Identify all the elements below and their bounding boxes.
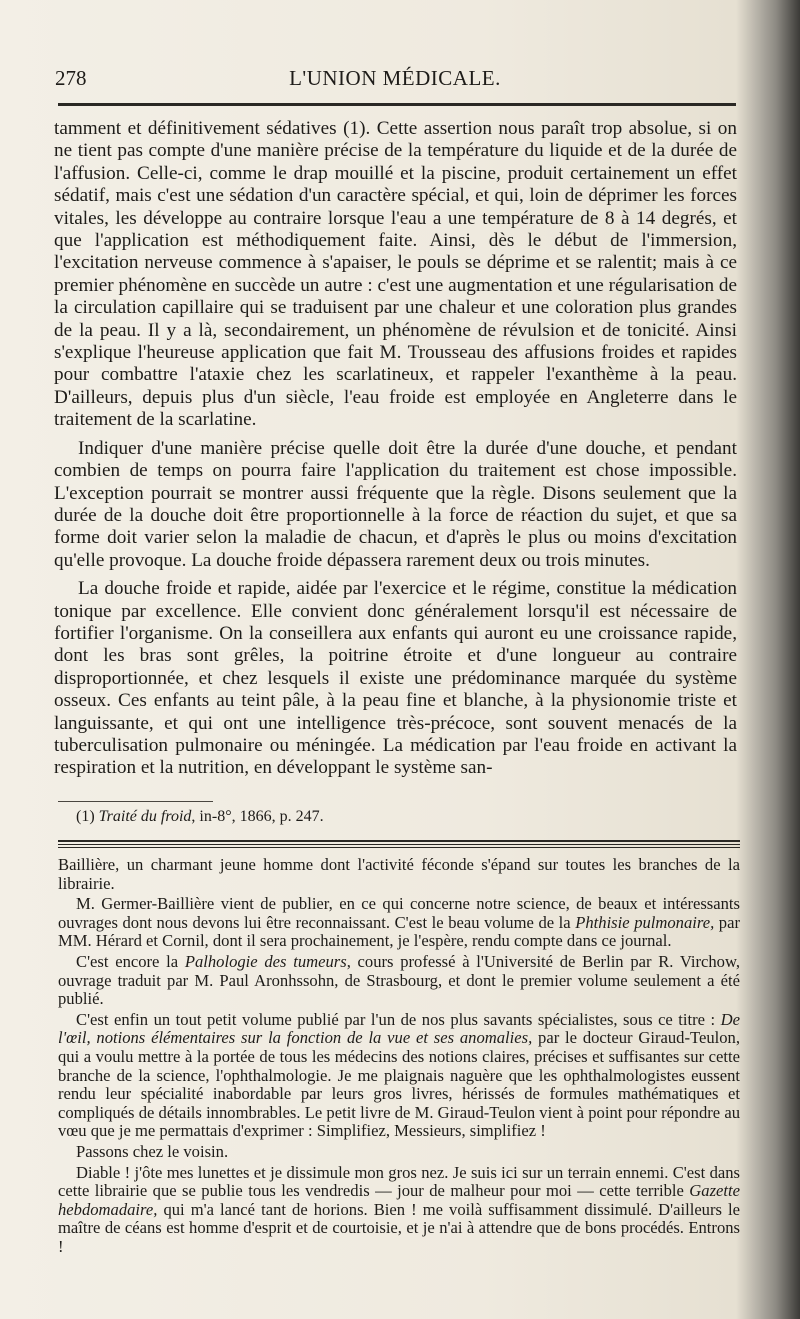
page-header: [50, 66, 740, 96]
feuilleton-paragraph: Diable ! j'ôte mes lunettes et je dissimule mon gros nez. Je suis ici sur un terrain ennemi. C'est dans cette librairie que se publie tous les vendredis — jour de malheur pour moi — cette terrible Gazette hebdomadaire, qui m'a lancé tant de horions. Bien ! me voilà suffisamment dissimulé. D'ailleurs le maître de céans est homme d'esprit et de courtoisie, et je n'ai à attendre que de bons procédés. Entrons !: [58, 1162, 740, 1256]
footnote: [76, 808, 676, 826]
feuilleton-paragraph: C'est encore la Palhologie des tumeurs, cours professé à l'Université de Berlin par R. Virchow, ouvrage traduit par M. Paul Aronhssohn, de Strasbourg, et dont le premier volume seulement a été publié.: [58, 951, 740, 1009]
book-title: Palhologie des tumeurs: [184, 951, 347, 971]
journal-title: Gazette hebdomadaire,: [58, 1181, 740, 1219]
footnote-marker: (1): [76, 808, 95, 825]
header-rule: [58, 103, 736, 106]
main-paragraph: Indiquer d'une manière précise quelle doit être la durée d'une douche, et pendant combien de temps on pourra faire l'application du traitement est chose impossible. L'exception pourrait se montrer aussi fréquente que la règle. Disons seulement que la durée de la douche doit être proportionnelle à la force de réaction du sujet, et que sa forme doit varier selon la maladie de chacun, et d'après le plus ou moins d'excitation qu'elle provoque. La douche froide dépassera rarement deux ou trois minutes.: [54, 437, 737, 571]
footnote-details: , in-8°, 1866, p. 247.: [191, 808, 324, 825]
feuilleton-paragraph: M. Germer-Baillière vient de publier, en ce qui concerne notre science, de beaux et intéressants ouvrages dont nous devons lui être reconnaissant. C'est le beau volume de la Phthisie pulmonaire, par MM. Hérard et Cornil, dont il sera prochainement, je l'espère, rendu compte dans ce journal.: [58, 894, 740, 951]
feuilleton-paragraph: Passons chez le voisin.: [76, 1141, 229, 1161]
feuilleton: [58, 856, 740, 1256]
footnote-title: Traité du froid: [98, 808, 192, 825]
feuilleton-separator: [58, 840, 740, 848]
book-title: Phthisie pulmonaire,: [575, 912, 715, 932]
book-title: De l'œil, notions élémentaires sur la fonction de la vue et ses anomalies,: [58, 1009, 740, 1048]
main-paragraph: tamment et définitivement sédatives (1). Cette assertion nous paraît trop absolue, si on ne tient pas compte d'une manière précise de la température du liquide et de la durée de l'affusion. Celle-ci, comme le drap mouillé et la piscine, produit certainement un effet sédatif, mais c'est une sédation d'un caractère spécial, et qui, loin de déprimer les forces vitales, les développe au contraire lorsque l'eau a une température de 8 à 14 degrés, et que l'application est méthodiquement faite. Ainsi, dès le début de l'immersion, l'excitation nerveuse commence à s'apaiser, le pouls se déprime et se ralentit; mais à ce premier phénomène en succède un autre : c'est une augmentation et une régularisation de la circulation capillaire qui se traduisent par une chaleur et une coloration plus grandes de la peau. Il y a là, secondairement, un phénomène de révulsion et de tonicité. Ainsi s'explique l'heureuse application que fait M. Trousseau des affusions froides et rapides pour combattre l'ataxie chez les scarlatineux, et rappeler l'exanthème à la peau. D'ailleurs, depuis plus d'un siècle, l'eau froide est employée en Angleterre dans le traitement de la scarlatine.: [54, 118, 737, 431]
page-number: 278: [55, 66, 87, 90]
running-head: L'UNION MÉDICALE.: [289, 66, 501, 90]
main-text: [54, 118, 737, 780]
footnote-separator: [58, 801, 213, 802]
feuilleton-paragraph: C'est enfin un tout petit volume publié par l'un de nos plus savants spécialistes, sous ce titre : De l'œil, notions élémentaires sur la fonction de la vue et ses anomalies, par le docteur Giraud-Teulon, qui a voulu mettre à la portée de tous les médecins des notions claires, précises et suffisantes sur cette branche de la science, l'ophthalmologie. Je me plaignais naguère que les ophthalmologistes eussent rendu leur spécialité inabordable par leurs gros livres, hérissés de formules mathématiques et compliqués de détails innombrables. Le petit livre de M. Giraud-Teulon vient à point pour répondre au vœu que je me permattais d'exprimer : Simplifiez, Messieurs, simplifiez !: [58, 1009, 740, 1141]
feuilleton-paragraph: Baillière, un charmant jeune homme dont l'activité féconde s'épand sur toutes les branches de la librairie.: [58, 855, 740, 893]
main-paragraph: La douche froide et rapide, aidée par l'exercice et le régime, constitue la médication tonique par excellence. Elle convient donc généralement lorsqu'il est nécessaire de fortifier l'organisme. On la conseillera aux enfants qui auront eu une croissance rapide, dont les bras sont grêles, la poitrine étroite et d'une longueur au contraire disproportionnée, et chez lesquels il existe une prédominance marquée du système osseux. Ces enfants au teint pâle, à la peau fine et blanche, à la physionomie triste et languissante, et qui ont une intelligence très-précoce, sont souvent menacés de la tuberculisation pulmonaire ou méningée. La médication par l'eau froide en activant la respiration et la nutrition, en développant le système san-: [54, 578, 737, 779]
